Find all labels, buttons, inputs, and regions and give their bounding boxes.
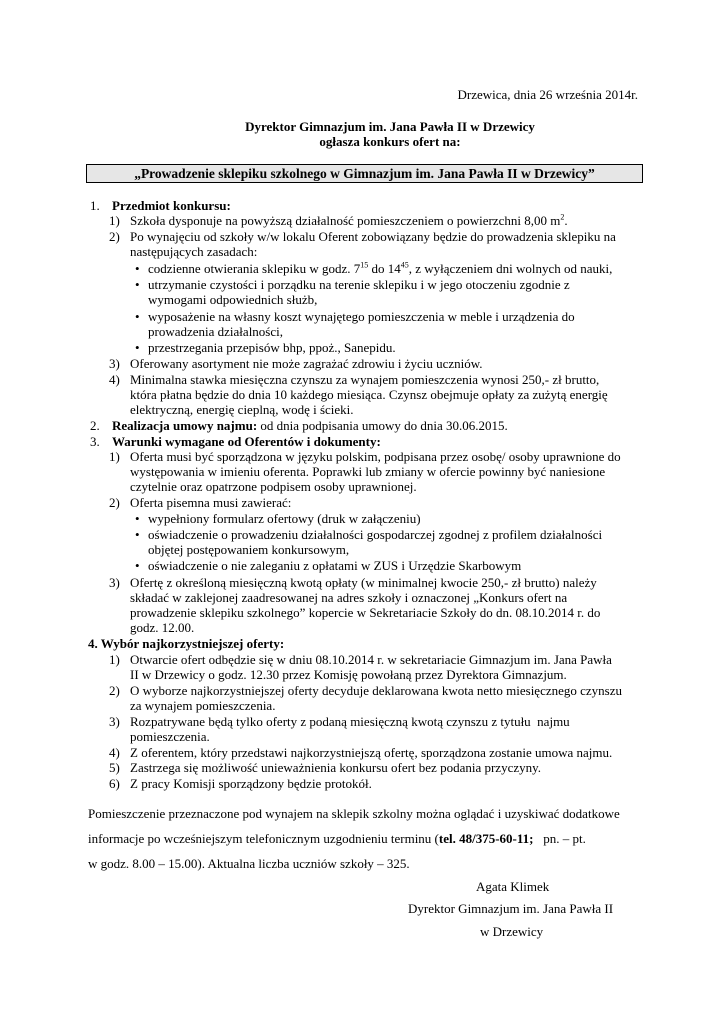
- announcement-line: ogłasza konkurs ofert na:: [319, 134, 461, 149]
- section-2-number: 2.: [90, 418, 100, 433]
- signature-place: w Drzewicy: [480, 924, 544, 939]
- s3-item-2-number: 2): [109, 495, 120, 510]
- s1-item-1-number: 1): [109, 213, 120, 228]
- s4-item-3-number: 3): [109, 714, 120, 729]
- section-1-number: 1.: [90, 198, 100, 213]
- s3-item-3-number: 3): [109, 575, 120, 590]
- s1-bullet-2-cont: wymogami odpowiednich służb,: [148, 292, 318, 307]
- section-1-heading: Przedmiot konkursu:: [112, 198, 231, 213]
- contest-title-banner: „Prowadzenie sklepiku szkolnego w Gimnazjum im. Jana Pawła II w Drzewicy”: [86, 164, 643, 183]
- footer-line-2: informacje po wcześniejszym telefonicznym uzgodnieniu terminu (tel. 48/375-60-11; pn. – pt.: [88, 831, 586, 846]
- s3-item-1-line-3: czytelnie oraz opatrzone podpisem osoby uprawnionej.: [130, 479, 417, 494]
- s3-item-1-line-1: Oferta musi być sporządzona w języku polskim, podpisana przez osobę/ osoby uprawnione do: [130, 449, 621, 464]
- s3-item-3-line-1: Ofertę z określoną miesięczną kwotą opłaty (w minimalnej kwocie 250,- zł brutto) należy: [130, 575, 597, 590]
- s3-item-1-number: 1): [109, 449, 120, 464]
- s4-item-3-line-1: Rozpatrywane będą tylko oferty z podaną miesięczną kwotą czynszu z tytułu najmu: [130, 714, 570, 729]
- s3-bullet-2: • oświadczenie o prowadzeniu działalności gospodarczej zgodnej z profilem działalności: [148, 527, 602, 542]
- phone-number: tel. 48/375-60-11;: [438, 831, 534, 846]
- section-3-heading: Warunki wymagane od Oferentów i dokumenty:: [112, 434, 381, 449]
- s1-bullet-1: • codzienne otwierania sklepiku w godz. $7^{15}$ do $14^{45}$, z wyłączeniem dni wolnych od nauki,: [148, 261, 612, 276]
- s4-item-4: Z oferentem, który przedstawi najkorzystniejszą ofertę, sporządzona zostanie umowa najmu.: [130, 745, 613, 760]
- s1-item-4-line-3: elektryczną, energię cieplną, wodę i ścieki.: [130, 402, 354, 417]
- s4-item-5-number: 5): [109, 760, 120, 775]
- date-line: Drzewica, dnia 26 września 2014r.: [457, 87, 638, 102]
- s1-item-2-line-1: Po wynajęciu od szkoły w/w lokalu Oferent zobowiązany będzie do prowadzenia sklepiku na: [130, 229, 616, 244]
- s4-item-5: Zastrzega się możliwość unieważnienia konkursu ofert bez podania przyczyny.: [130, 760, 542, 775]
- s4-item-6: Z pracy Komisji sporządzony będzie protokół.: [130, 776, 372, 791]
- s1-item-2-line-2: następujących zasadach:: [130, 244, 258, 259]
- s1-item-3: Oferowany asortyment nie może zagrażać zdrowiu i życiu uczniów.: [130, 356, 483, 371]
- s3-item-1-line-2: występowania w imieniu oferenta. Poprawki lub zmiany w ofercie powinny być naniesione: [130, 464, 606, 479]
- footer-line-1: Pomieszczenie przeznaczone pod wynajem na sklepik szkolny można oglądać i uzyskiwać dodatkowe: [88, 806, 620, 821]
- s3-bullet-2-cont: objętej postępowaniem konkursowym,: [148, 542, 350, 557]
- s4-item-1-line-2: II w Drzewicy o godz. 12.30 przez Komisję powołaną przez Dyrektora Gimnazjum.: [130, 667, 567, 682]
- s4-item-1-line-1: Otwarcie ofert odbędzie się w dniu 08.10.2014 r. w sekretariacie Gimnazjum im. Jana Pawła: [130, 652, 612, 667]
- s1-item-4-line-2: która płatna będzie do dnia 10 każdego miesiąca. Czynsz obejmuje opłaty za zużytą energię: [130, 387, 608, 402]
- section-4-heading: 4. Wybór najkorzystniejszej oferty:: [88, 636, 285, 651]
- s3-item-3-line-2: składać w zaklejonej zaadresowanej na adres szkoły i oznaczonej „Konkurs ofert na: [130, 590, 568, 605]
- section-3-number: 3.: [90, 434, 100, 449]
- s4-item-4-number: 4): [109, 745, 120, 760]
- s1-bullet-2: • utrzymanie czystości i porządku na terenie sklepiku i w jego otoczeniu zgodnie z: [148, 277, 570, 292]
- organization-heading: Dyrektor Gimnazjum im. Jana Pawła II w Drzewicy: [245, 119, 535, 134]
- s4-item-2-line-1: O wyborze najkorzystniejszej oferty decyduje deklarowana kwota netto miesięcznego czynszu: [130, 683, 623, 698]
- signature-name: Agata Klimek: [476, 879, 550, 894]
- s3-bullet-3: • oświadczenie o nie zaleganiu z opłatami w ZUS i Urzędzie Skarbowym: [148, 558, 521, 573]
- s1-item-3-number: 3): [109, 356, 120, 371]
- section-2: Realizacja umowy najmu: od dnia podpisania umowy do dnia 30.06.2015.: [112, 418, 508, 433]
- s1-item-4-number: 4): [109, 372, 120, 387]
- s4-item-2-line-2: za wynajem pomieszczenia.: [130, 698, 276, 713]
- signature-title: Dyrektor Gimnazjum im. Jana Pawła II: [408, 901, 614, 916]
- s1-item-1: Szkoła dysponuje na powyższą działalność pomieszczeniem o powierzchni 8,00 $m^2$.: [130, 212, 568, 228]
- s1-bullet-3: • wyposażenie na własny koszt wynajętego pomieszczenia w meble i urządzenia do: [148, 309, 575, 324]
- s1-item-4-line-1: Minimalna stawka miesięczna czynszu za wynajem pomieszczenia wynosi 250,- zł brutto,: [130, 372, 600, 387]
- s3-item-3-line-3: prowadzenie sklepiku szkolnego” kopercie w Sekretariacie Szkoły do dn. 08.10.2014 r. do: [130, 605, 601, 620]
- s3-bullet-1: • wypełniony formularz ofertowy (druk w załączeniu): [148, 511, 421, 526]
- s1-item-2-number: 2): [109, 229, 120, 244]
- s4-item-2-number: 2): [109, 683, 120, 698]
- s4-item-6-number: 6): [109, 776, 120, 791]
- s4-item-3-line-2: pomieszczenia.: [130, 729, 210, 744]
- s3-item-2: Oferta pisemna musi zawierać:: [130, 495, 292, 510]
- footer-line-3: w godz. 8.00 – 15.00). Aktualna liczba uczniów szkoły – 325.: [88, 856, 410, 871]
- s1-bullet-4: • przestrzegania przepisów bhp, ppoż., Sanepidu.: [148, 340, 396, 355]
- s4-item-1-number: 1): [109, 652, 120, 667]
- s3-item-3-line-4: godz. 12.00.: [130, 620, 195, 635]
- s1-bullet-3-cont: prowadzenia działalności,: [148, 324, 283, 339]
